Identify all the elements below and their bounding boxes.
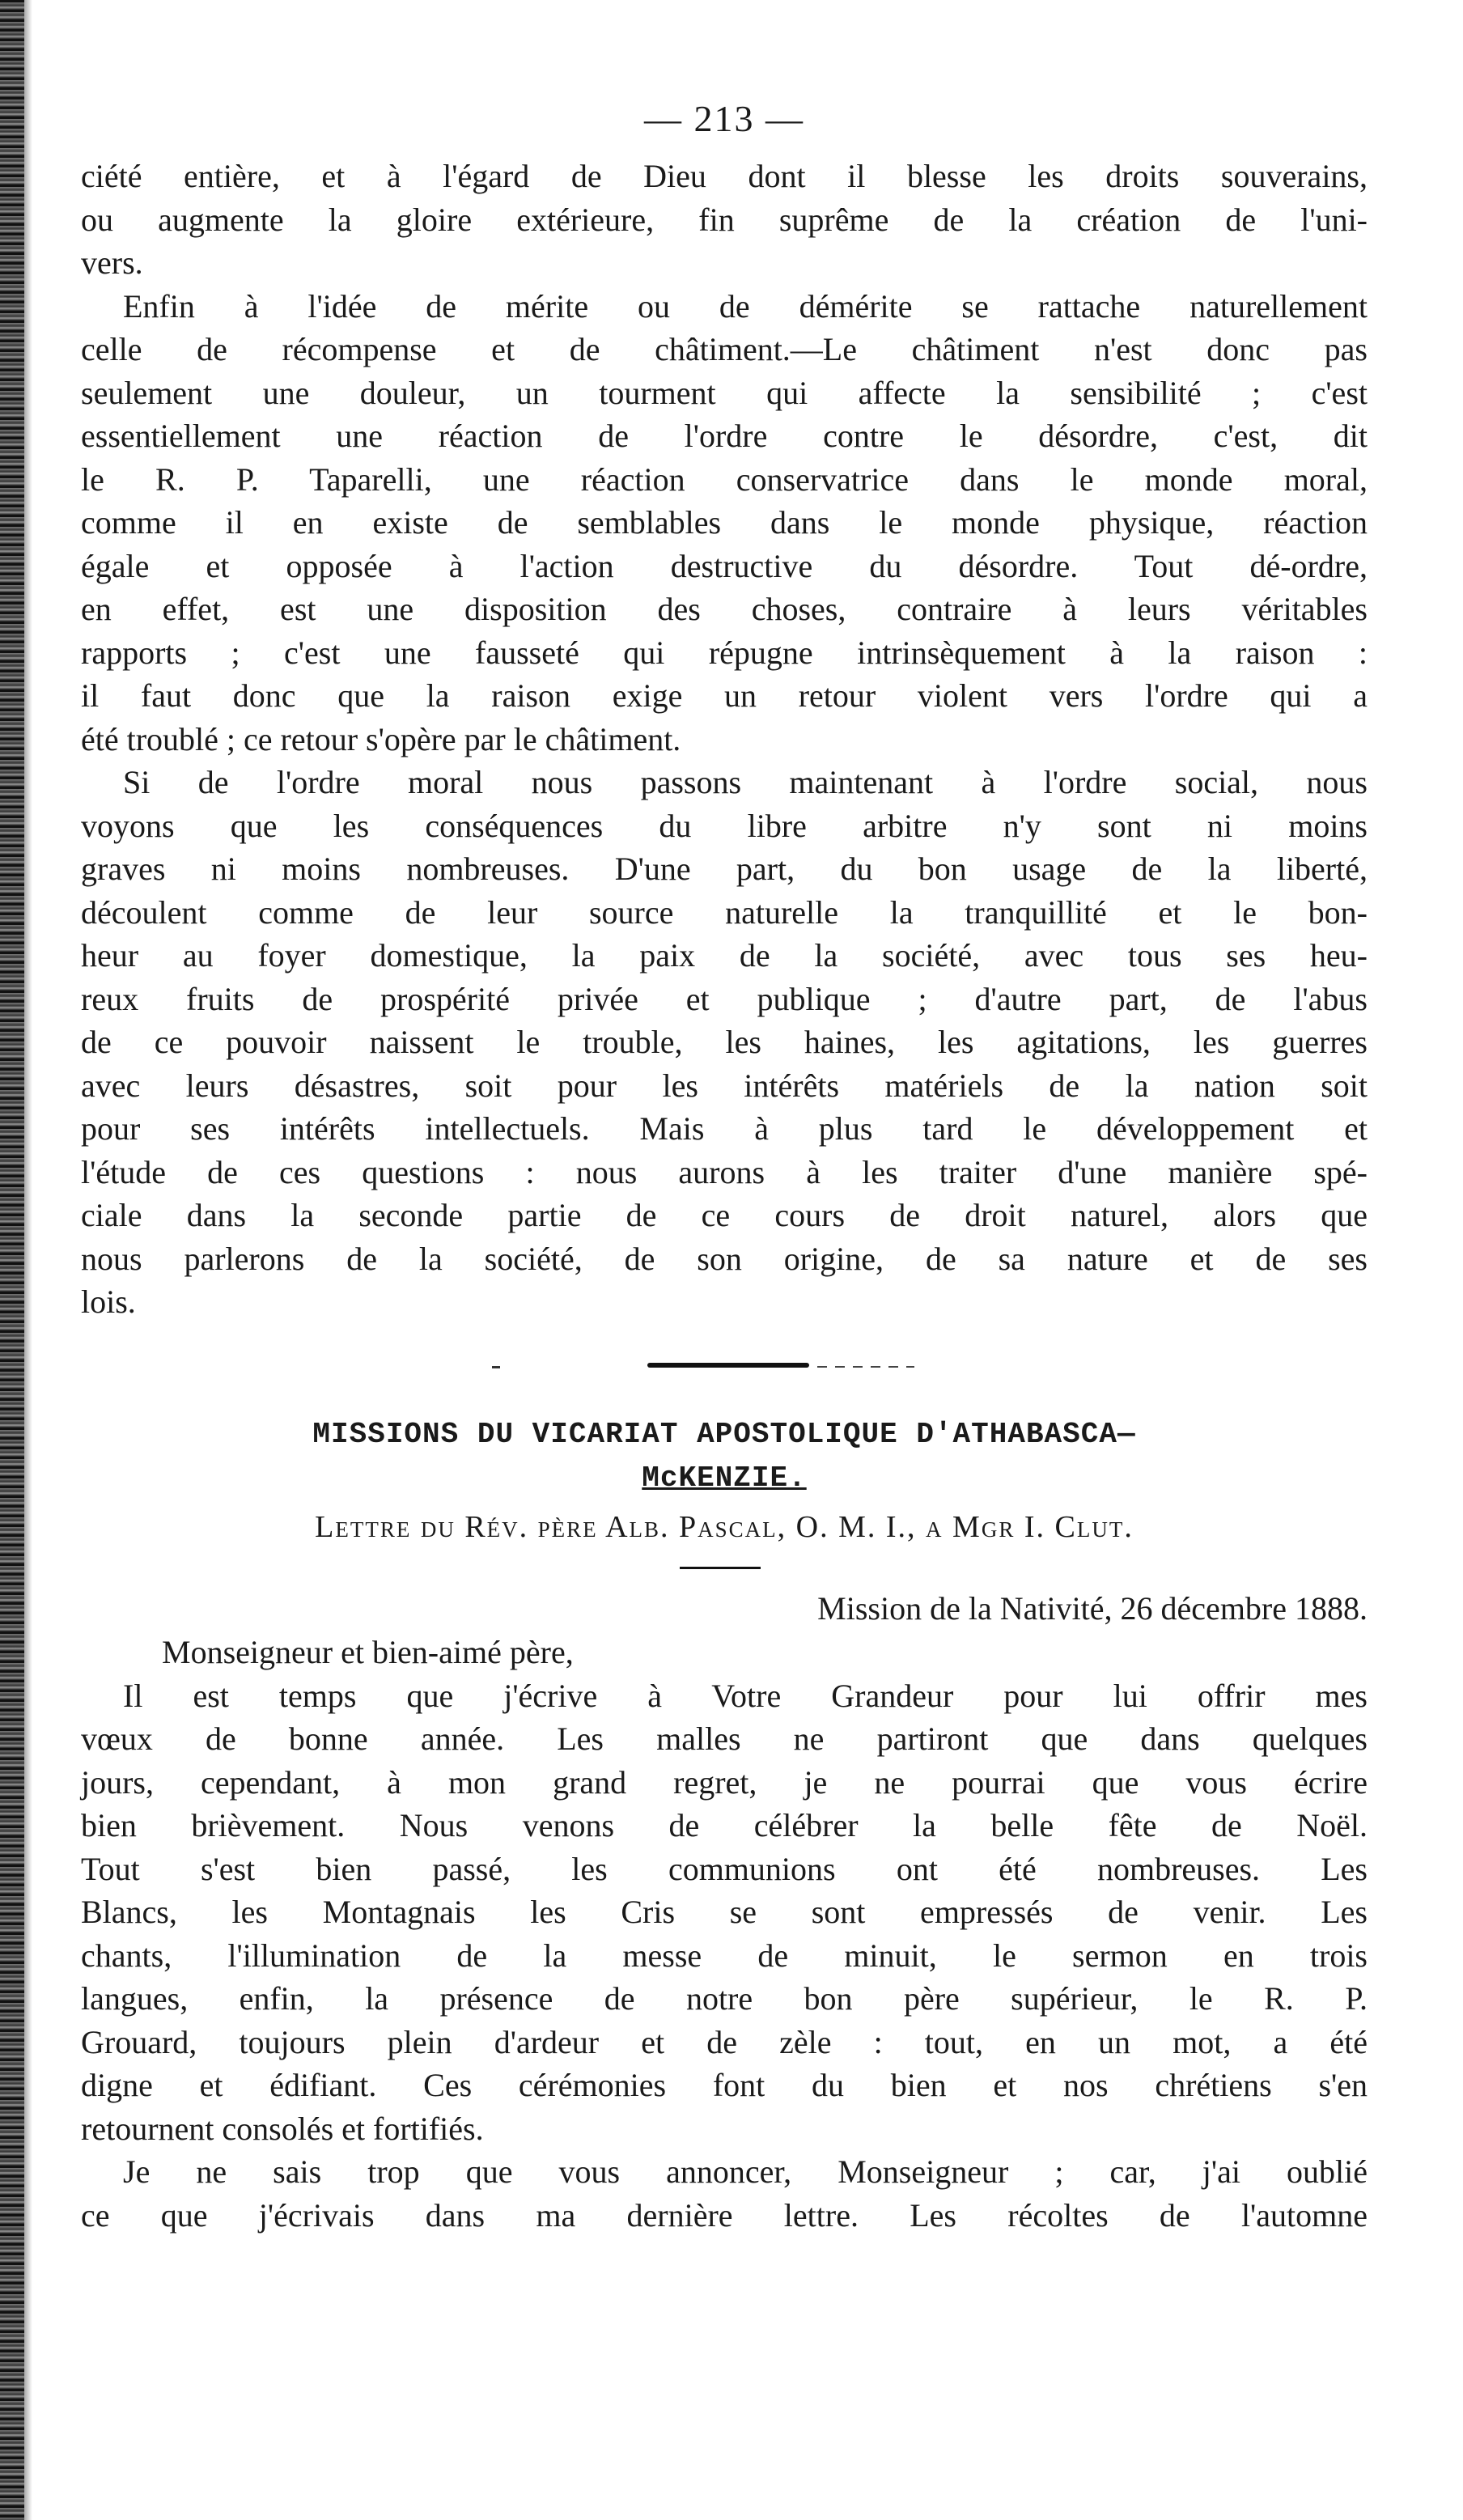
text-line: retournent consolés et fortifiés. <box>81 2110 484 2147</box>
text-line: pour ses intérêts intellectuels. Mais à plus tard le développement et <box>81 1110 1368 1147</box>
text-line: avec leurs désastres, soit pour les intérêts matériels de la nation soit <box>81 1067 1368 1104</box>
text-line: en effet, est une disposition des choses, contraire à leurs véritables <box>81 591 1368 627</box>
article-heading: MISSIONS DU VICARIAT APOSTOLIQUE D'ATHABASCA— <box>312 1417 1136 1451</box>
text-line: lois. <box>81 1283 136 1320</box>
letter-paragraph-1 <box>81 1674 1368 2151</box>
text-line: nous parlerons de la société, de son origine, de sa nature et de ses <box>81 1240 1368 1277</box>
text-line: ciale dans la seconde partie de ce cours de droit naturel, alors que <box>81 1197 1368 1233</box>
text-line: vers. <box>81 244 143 281</box>
section-divider <box>81 1324 1368 1413</box>
text-line: égale et opposée à l'action destructive du désordre. Tout dé-ordre, <box>81 547 1368 584</box>
text-line: de ce pouvoir naissent le trouble, les haines, les agitations, les guerres <box>81 1024 1368 1060</box>
short-rule <box>680 1567 761 1569</box>
text-line: vœux de bonne année. Les malles ne partiront que dans quelques <box>81 1720 1368 1757</box>
paragraph-2 <box>81 285 1368 762</box>
letter-dateline: Mission de la Nativité, 26 décembre 1888. <box>817 1589 1368 1627</box>
text-line: seulement une douleur, un tourment qui affecte la sensibilité ; c'est <box>81 374 1368 411</box>
text-line: ce que j'écrivais dans ma dernière lettre. Les récoltes de l'automne <box>81 2196 1368 2234</box>
text-line: Si de l'ordre moral nous passons maintenant à l'ordre social, nous <box>123 764 1368 800</box>
text-line: heur au foyer domestique, la paix de la société, avec tous ses heu- <box>81 937 1368 974</box>
page-number: — 213 — <box>644 98 804 139</box>
text-line: celle de récompense et de châtiment.—Le châtiment n'est donc pas <box>81 331 1368 367</box>
text-line: Blancs, les Montagnais les Cris se sont empressés de venir. Les <box>81 1894 1368 1930</box>
text-line: ou augmente la gloire extérieure, fin suprême de la création de l'uni- <box>81 201 1368 238</box>
divider-dashes <box>817 1366 914 1368</box>
text-line: Tout s'est bien passé, les communions ont été nombreuses. Les <box>81 1850 1368 1887</box>
text-line: Grouard, toujours plein d'ardeur et de zèle : tout, en un mot, a été <box>81 2023 1368 2060</box>
letter-paragraph-2 <box>81 2150 1368 2237</box>
text-line: graves ni moins nombreuses. D'une part, du bon usage de la liberté, <box>81 851 1368 887</box>
text-line: digne et édifiant. Ces cérémonies font du bien et nos chrétiens s'en <box>81 2067 1368 2103</box>
text-line: essentiellement une réaction de l'ordre contre le désordre, c'est, dit <box>81 418 1368 454</box>
paragraph-1 <box>81 155 1368 285</box>
divider-rule <box>647 1363 809 1368</box>
paragraph-3 <box>81 761 1368 1324</box>
text-line: reux fruits de prospérité privée et publique ; d'autre part, de l'abus <box>81 980 1368 1017</box>
letter-attribution: Lettre du Rév. père Alb. Pascal, O. M. I., a Mgr I. Clut. <box>315 1509 1134 1544</box>
text-line: comme il en existe de semblables dans le monde physique, réaction <box>81 504 1368 541</box>
text-line: découlent comme de leur source naturelle la tranquillité et le bon- <box>81 893 1368 931</box>
letter-salutation: Monseigneur et bien-aimé père, <box>162 1633 574 1670</box>
text-line: Je ne sais trop que vous annoncer, Monseigneur ; car, j'ai oublié <box>123 2153 1368 2190</box>
text-line: bien brièvement. Nous venons de célébrer la belle fête de Noël. <box>81 1807 1368 1843</box>
text-line: l'étude de ces questions : nous aurons à les traiter d'une manière spé- <box>81 1153 1368 1190</box>
text-line: le R. P. Taparelli, une réaction conservatrice dans le monde moral, <box>81 460 1368 498</box>
text-line: chants, l'illumination de la messe de minuit, le sermon en trois <box>81 1937 1368 1974</box>
scan-edge-shadow <box>24 0 32 2520</box>
text-line: été troublé ; ce retour s'opère par le châtiment. <box>81 720 681 757</box>
book-page <box>81 97 1368 2237</box>
text-line: langues, enfin, la présence de notre bon père supérieur, le R. P. <box>81 1980 1368 2017</box>
article-subheading: McKENZIE. <box>642 1461 807 1495</box>
text-line: Enfin à l'idée de mérite ou de démérite se rattache naturellement <box>123 287 1368 325</box>
text-line: jours, cependant, à mon grand regret, je ne pourrai que vous écrire <box>81 1763 1368 1801</box>
text-line: ciété entière, et à l'égard de Dieu dont il blesse les droits souverains, <box>81 158 1368 194</box>
divider-dot <box>492 1366 500 1368</box>
text-line: rapports ; c'est une fausseté qui répugne intrinsèquement à la raison : <box>81 634 1368 671</box>
scan-edge <box>0 0 24 2520</box>
text-line: voyons que les conséquences du libre arbitre n'y sont ni moins <box>81 807 1368 844</box>
text-line: il faut donc que la raison exige un retour violent vers l'ordre qui a <box>81 677 1368 714</box>
text-line: Il est temps que j'écrive à Votre Grandeur pour lui offrir mes <box>123 1677 1368 1714</box>
